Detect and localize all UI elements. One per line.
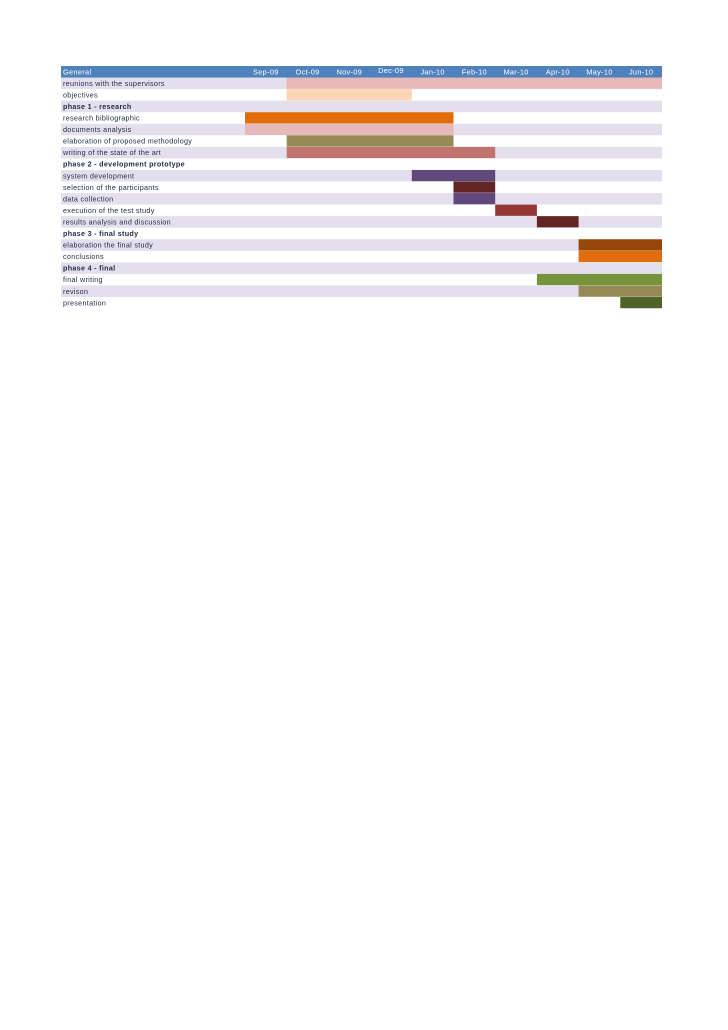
task-bar bbox=[537, 216, 579, 227]
task-label: research bibliographic bbox=[63, 113, 140, 123]
task-label: presentation bbox=[63, 298, 107, 308]
task-label: system development bbox=[63, 171, 135, 181]
month-tick-label: Dec-09 bbox=[378, 66, 404, 76]
month-tick-label: Oct-09 bbox=[295, 67, 320, 77]
row-stripe bbox=[61, 101, 662, 113]
row-stripe bbox=[61, 285, 662, 297]
task-bar bbox=[454, 182, 496, 193]
phase-label: phase 4 - final bbox=[63, 263, 116, 273]
task-bar bbox=[287, 147, 496, 158]
task-label: selection of the participants bbox=[63, 182, 159, 192]
task-label: elaboration the final study bbox=[63, 240, 154, 250]
task-label: reunions with the supervisors bbox=[63, 78, 165, 88]
header-label: General bbox=[63, 67, 92, 77]
task-label: execution of the test study bbox=[63, 205, 155, 215]
task-bar bbox=[287, 135, 454, 146]
month-tick-label: Feb-10 bbox=[461, 67, 487, 77]
phase-label: phase 1 - research bbox=[63, 101, 132, 111]
month-tick-label: Apr-10 bbox=[545, 67, 570, 77]
task-bar bbox=[579, 239, 662, 250]
row-stripe bbox=[61, 170, 662, 182]
task-label: writing of the state of the art bbox=[63, 148, 161, 158]
month-tick-label: May-10 bbox=[586, 67, 613, 77]
task-label: elaboration of proposed methodology bbox=[63, 136, 193, 146]
month-tick-label: Jan-10 bbox=[420, 67, 445, 77]
month-tick-label: Sep-09 bbox=[253, 67, 279, 77]
task-bar bbox=[495, 205, 537, 216]
task-label: final writing bbox=[63, 275, 103, 285]
task-label: results analysis and discussion bbox=[63, 217, 171, 227]
task-bar bbox=[287, 89, 412, 100]
task-bar bbox=[537, 274, 662, 285]
task-label: objectives bbox=[63, 90, 98, 100]
month-tick-label: Nov-09 bbox=[336, 67, 363, 77]
task-label: documents analysis bbox=[63, 125, 132, 135]
row-stripe bbox=[61, 193, 662, 205]
month-tick-label: Mar-10 bbox=[503, 67, 529, 77]
task-bar bbox=[454, 193, 496, 204]
task-bar bbox=[412, 170, 495, 181]
task-bar bbox=[287, 78, 662, 89]
task-bar bbox=[245, 124, 454, 135]
phase-label: phase 3 - final study bbox=[63, 229, 139, 238]
task-label: data collection bbox=[63, 194, 114, 204]
header-row bbox=[61, 66, 662, 78]
task-bar bbox=[620, 297, 662, 308]
phase-label: phase 2 - development prototype bbox=[63, 159, 185, 169]
task-label: conclusions bbox=[63, 252, 104, 262]
task-label: revison bbox=[63, 286, 89, 296]
task-bar bbox=[579, 251, 662, 262]
task-bar bbox=[579, 285, 662, 296]
month-tick-label: Jun-10 bbox=[628, 67, 654, 77]
row-stripe bbox=[61, 262, 662, 274]
task-bar bbox=[245, 112, 454, 123]
